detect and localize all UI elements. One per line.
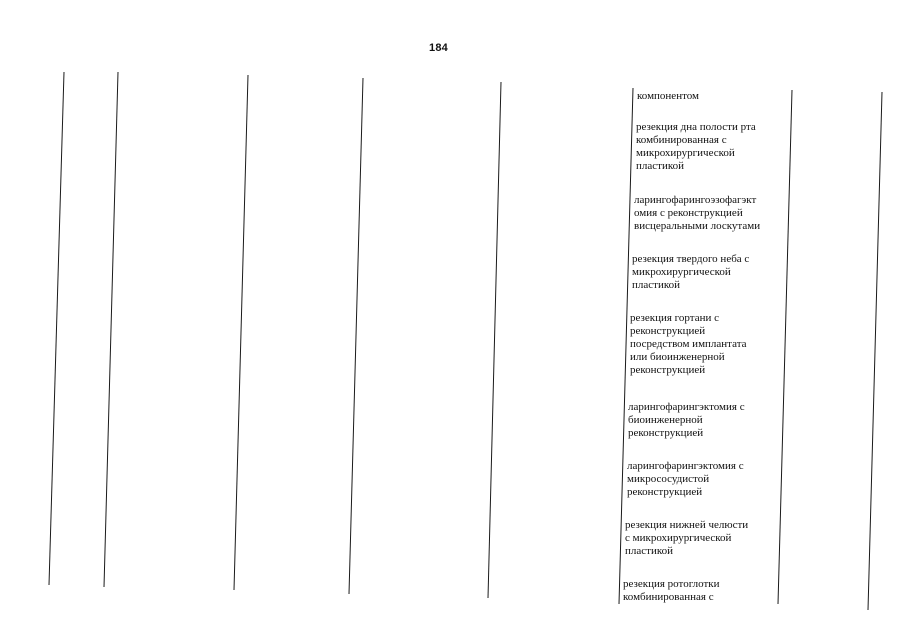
column-rule-5 <box>488 82 501 598</box>
page-number: 184 <box>429 42 448 54</box>
procedure-entry: резекция гортани с реконструкцией посредством имплантата или биоинженерной реконструкцией <box>630 312 747 376</box>
column-rule-3 <box>234 75 248 590</box>
column-rule-2 <box>104 72 118 587</box>
procedure-entry: ларингофарингэктомия с микрососудистой реконструкцией <box>627 460 744 498</box>
procedure-entry: компонентом <box>637 90 699 102</box>
column-rule-4 <box>349 78 363 594</box>
procedure-entry: ларингофарингэктомия с биоинженерной реконструкцией <box>628 401 745 439</box>
procedure-entry: резекция твердого неба с микрохирургической пластикой <box>632 253 750 291</box>
procedure-entry: резекция нижней челюсти с микрохирургической пластикой <box>625 519 749 557</box>
column-rule-1 <box>49 72 64 585</box>
procedure-entry: резекция дна полости рта комбинированная с микрохирургической пластикой <box>636 121 756 172</box>
procedure-entry: резекция ротоглотки комбинированная с <box>623 578 720 603</box>
procedure-entry: ларингофарингоэзофагэкт омия с реконструкцией висцеральными лоскутами <box>634 194 761 232</box>
column-rule-7 <box>778 90 792 604</box>
column-rule-8 <box>868 92 882 610</box>
